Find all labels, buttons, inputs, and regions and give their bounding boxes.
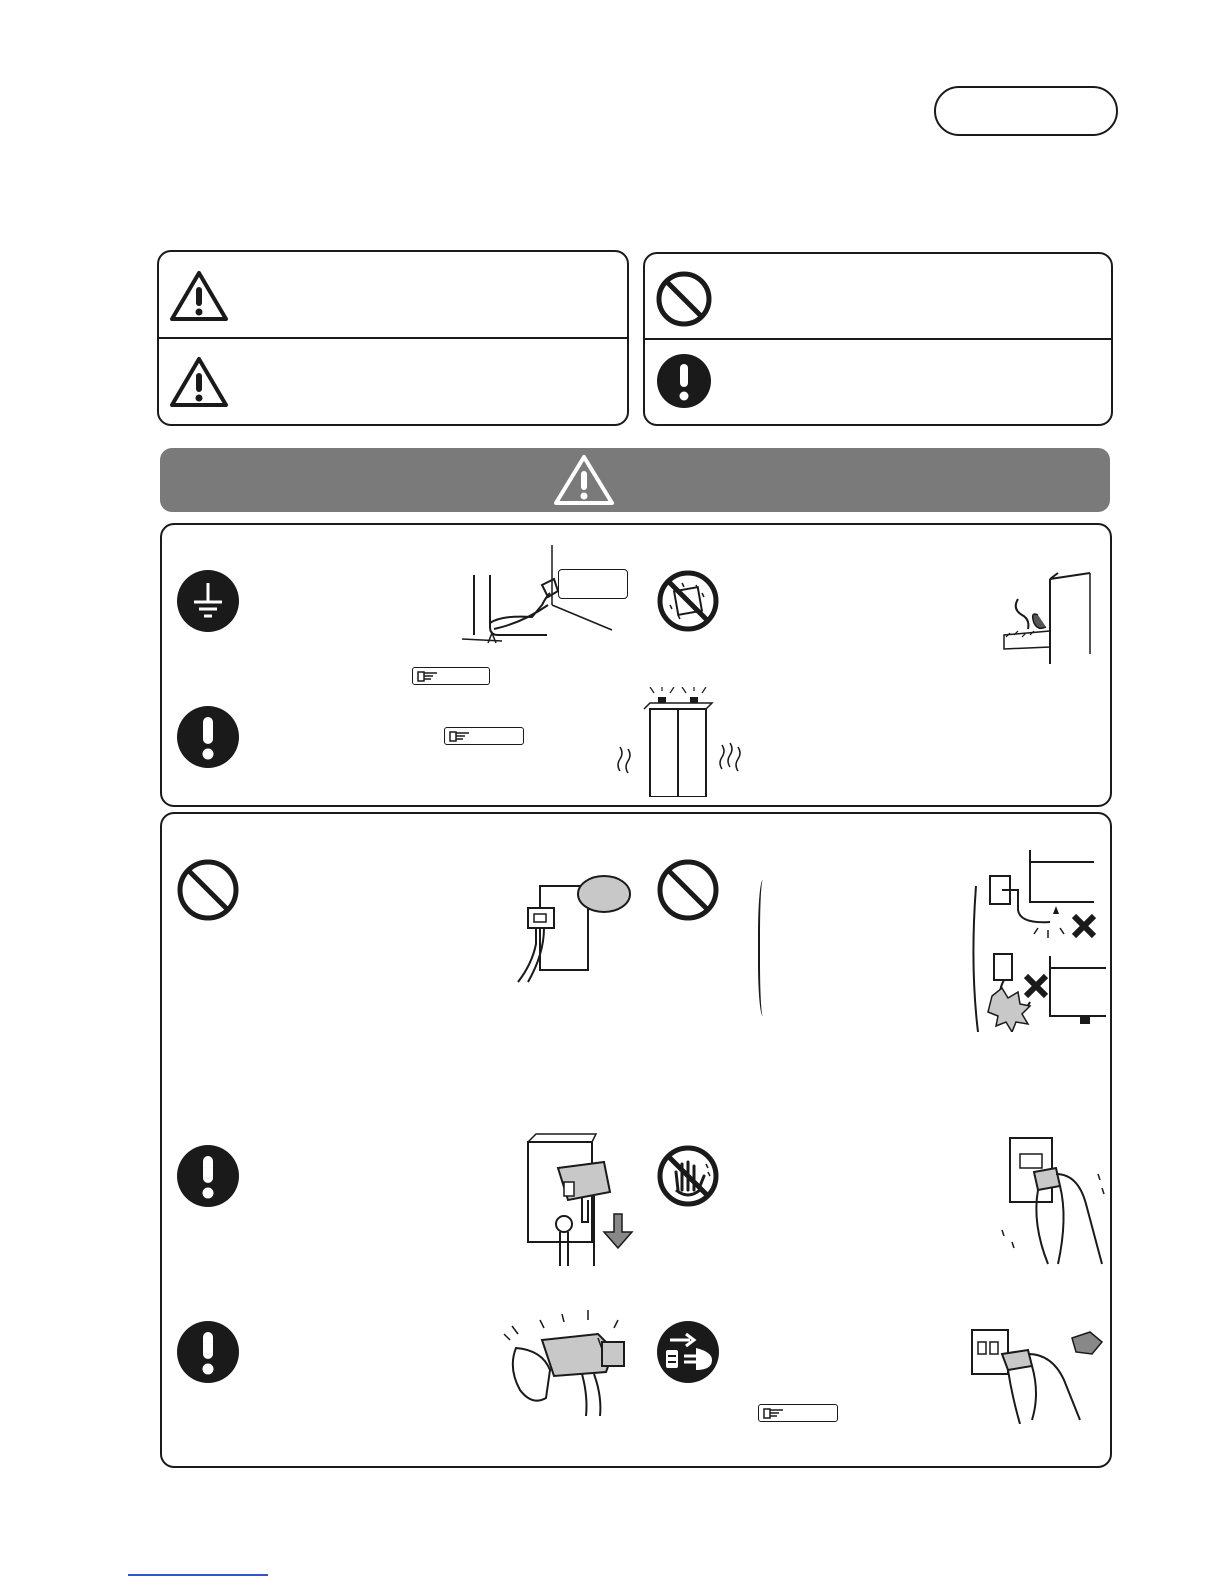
legend-divider bbox=[645, 338, 1111, 340]
reference-chip[interactable] bbox=[444, 727, 524, 745]
unplug-hand-illustration bbox=[968, 1324, 1108, 1424]
footer-link[interactable] bbox=[128, 1574, 268, 1576]
legend-divider bbox=[159, 337, 627, 339]
reference-pointer-icon bbox=[417, 669, 441, 683]
mandatory-exclamation-icon bbox=[655, 352, 713, 410]
power-cord-warnings-box bbox=[160, 812, 1112, 1468]
legend-box-left bbox=[157, 250, 629, 426]
ground-label-tag bbox=[558, 569, 628, 599]
reference-chip[interactable] bbox=[758, 1404, 838, 1422]
unstable-fridge-illustration bbox=[610, 687, 750, 797]
warning-banner bbox=[160, 448, 1110, 512]
prohibited-circle-icon bbox=[176, 858, 240, 922]
mandatory-exclamation-icon bbox=[176, 1144, 240, 1208]
pinched-cord-illustration bbox=[970, 846, 1110, 1032]
insert-plug-illustration bbox=[524, 1132, 634, 1266]
installation-warnings-box bbox=[160, 523, 1112, 807]
reference-pointer-icon bbox=[763, 1406, 787, 1420]
water-spill-illustration bbox=[1000, 569, 1100, 664]
no-water-icon bbox=[656, 569, 720, 633]
legend-box-right bbox=[643, 252, 1113, 426]
reference-chip[interactable] bbox=[412, 667, 490, 685]
warning-triangle-icon bbox=[169, 270, 229, 322]
clean-plug-illustration bbox=[502, 1310, 636, 1416]
prohibited-circle-icon bbox=[655, 270, 713, 328]
mandatory-exclamation-icon bbox=[176, 705, 240, 769]
bracket-divider bbox=[758, 880, 770, 1016]
section-label-pill bbox=[934, 86, 1118, 136]
prohibited-circle-icon bbox=[656, 858, 720, 922]
unplug-icon bbox=[656, 1320, 720, 1384]
ground-icon bbox=[176, 569, 240, 633]
warning-triangle-icon bbox=[553, 454, 615, 506]
mandatory-exclamation-icon bbox=[176, 1320, 240, 1384]
warning-triangle-icon bbox=[169, 356, 229, 408]
reference-pointer-icon bbox=[449, 729, 473, 743]
shared-outlet-illustration bbox=[514, 874, 634, 994]
wet-hand-plug-illustration bbox=[998, 1134, 1108, 1266]
no-wet-hands-icon bbox=[656, 1144, 720, 1208]
